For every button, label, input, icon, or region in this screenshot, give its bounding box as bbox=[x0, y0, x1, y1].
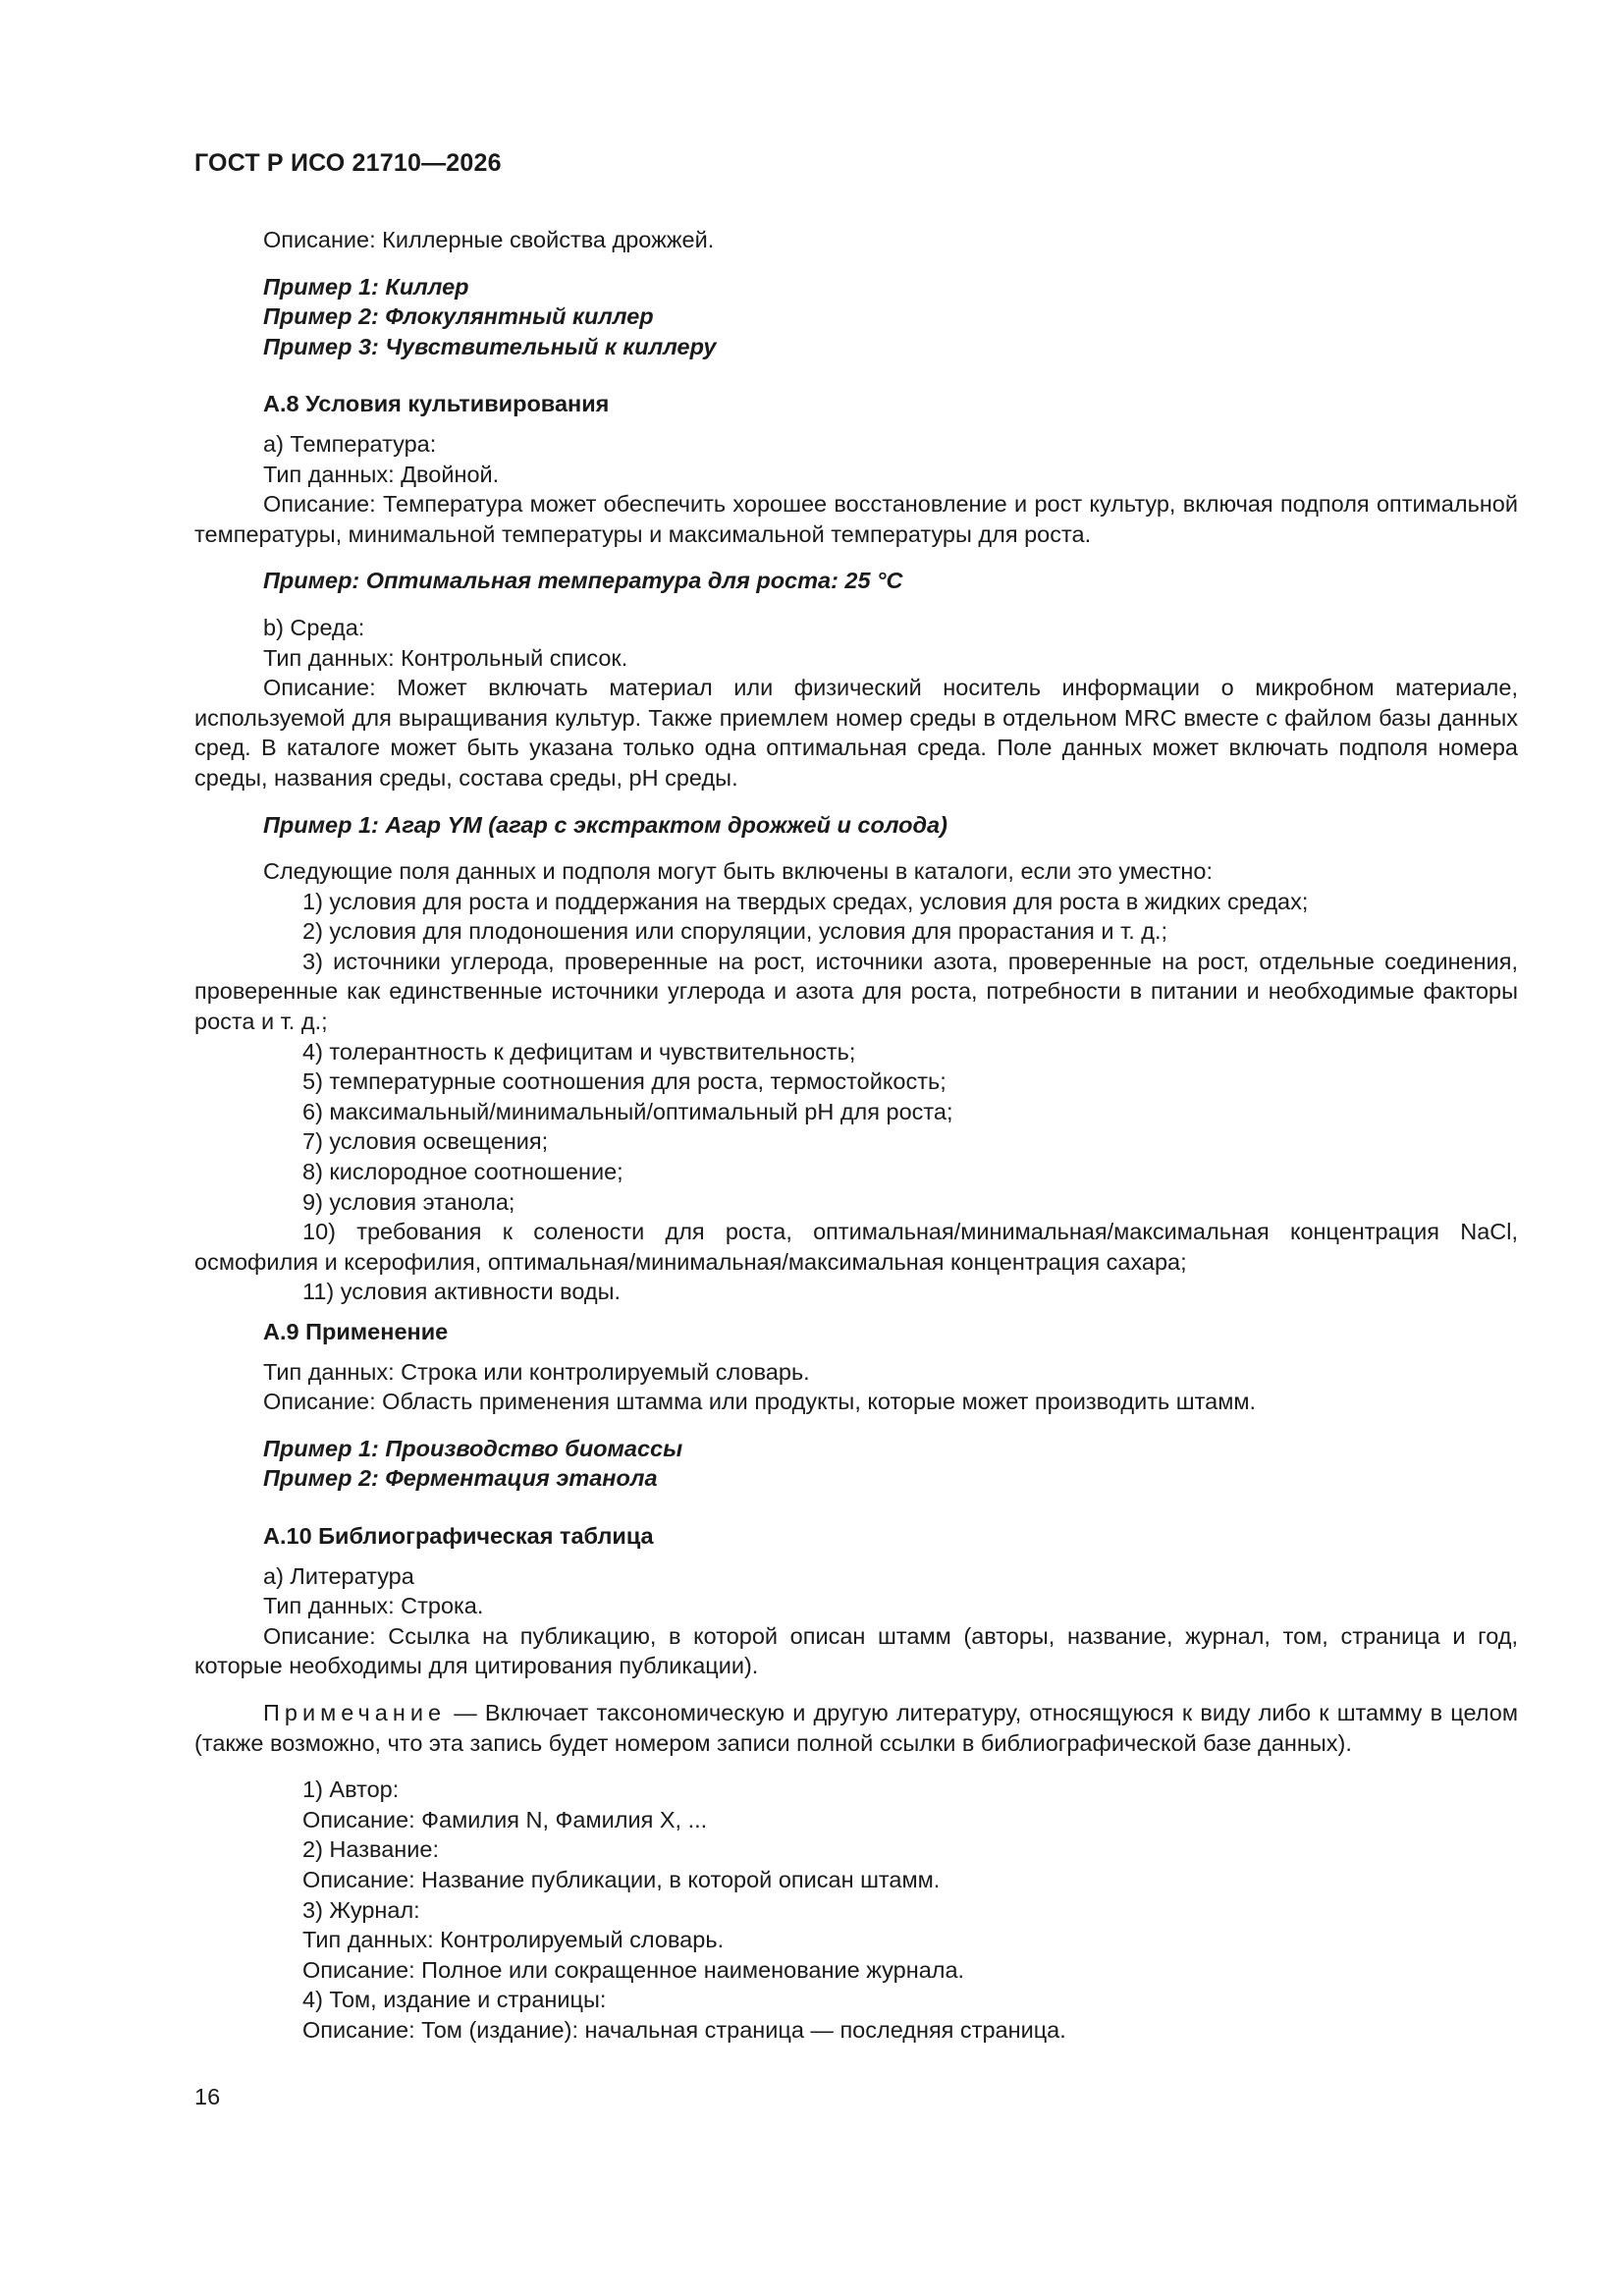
paragraph: Тип данных: Строка или контролируемый словарь. bbox=[263, 1358, 810, 1385]
section-heading: А.8 Условия культивирования bbox=[263, 391, 610, 417]
list-item: 4) толерантность к дефицитам и чувствительность; bbox=[302, 1038, 856, 1065]
example: Пример 1: Производство биомассы bbox=[263, 1435, 683, 1461]
section-heading: А.10 Библиографическая таблица bbox=[263, 1522, 654, 1549]
paragraph: Описание: Ссылка на публикацию, в которой описан штамм (авторы, название, журнал, том, страница и год, которые необходимы для цитирования публикации). bbox=[194, 1622, 1518, 1679]
list-item: 1) условия для роста и поддержания на твердых средах, условия для роста в жидких средах; bbox=[302, 888, 1309, 914]
paragraph: Описание: Может включать материал или физический носитель информации о микробном материале, используемой для выращивания культур. Также приемлем номер среды в отдельном MRC вместе с файлом базы данных сред. В каталоге может быть указана только одна оптимальная среда. Поле данных может включать подполя номера среды, названия среды, состава среды, pH среды. bbox=[194, 675, 1518, 791]
paragraph: Тип данных: Контрольный список. bbox=[263, 644, 628, 671]
paragraph: Описание: Киллерные свойства дрожжей. bbox=[263, 227, 715, 252]
sub-item: Описание: Фамилия N, Фамилия X, ... bbox=[302, 1806, 708, 1832]
sub-item: Тип данных: Контролируемый словарь. bbox=[302, 1927, 725, 1953]
sub-item: 3) Журнал: bbox=[302, 1896, 420, 1923]
paragraph: b) Среда: bbox=[263, 614, 365, 640]
paragraph: а) Температура: bbox=[263, 430, 437, 457]
list-item: 9) условия этанола; bbox=[302, 1188, 515, 1215]
sub-item: 4) Том, издание и страницы: bbox=[302, 1987, 607, 2013]
example: Пример 1: Агар YM (агар с экстрактом дрожжей и солода) bbox=[263, 811, 947, 838]
paragraph: а) Литература bbox=[263, 1562, 414, 1589]
list-item: 11) условия активности воды. bbox=[302, 1279, 622, 1305]
example: Пример 1: Киллер bbox=[263, 273, 469, 300]
sub-item: Описание: Название публикации, в которой описан штамм. bbox=[302, 1866, 941, 1892]
document-body bbox=[194, 225, 1518, 2045]
sub-item: Описание: Том (издание): начальная страница — последняя страница. bbox=[302, 2016, 1066, 2043]
example: Пример: Оптимальная температура для роста: 25 °С bbox=[263, 568, 903, 594]
paragraph: Описание: Температура может обеспечить хорошее восстановление и рост культур, включая подполя оптимальной температуры, минимальной температуры и максимальной температуры для роста. bbox=[194, 491, 1518, 547]
example: Пример 3: Чувствительный к киллеру bbox=[263, 333, 717, 359]
paragraph: Тип данных: Строка. bbox=[263, 1593, 484, 1619]
list-item: 7) условия освещения; bbox=[302, 1128, 549, 1155]
example: Пример 2: Ферментация этанола bbox=[263, 1465, 658, 1492]
note-label: Примечание bbox=[263, 1699, 447, 1725]
page-number: 16 bbox=[194, 2084, 221, 2109]
sub-item: 2) Название: bbox=[302, 1836, 439, 1863]
example: Пример 2: Флокулянтный киллер bbox=[263, 303, 654, 330]
sub-item: 1) Автор: bbox=[302, 1777, 400, 1803]
paragraph: Описание: Область применения штамма или продукты, которые может производить штамм. bbox=[263, 1389, 1257, 1415]
list-item: 6) максимальный/минимальный/оптимальный pH для роста; bbox=[302, 1098, 953, 1124]
list-item: 2) условия для плодоношения или споруляции, условия для прорастания и т. д.; bbox=[302, 918, 1168, 945]
sub-item: Описание: Полное или сокращенное наименование журнала. bbox=[302, 1956, 965, 1983]
section-heading: А.9 Применение bbox=[263, 1319, 449, 1344]
paragraph: Следующие поля данных и подполя могут быть включены в каталоги, если это уместно: bbox=[263, 858, 1214, 885]
list-item: 3) источники углерода, проверенные на рост, источники азота, проверенные на рост, отдельные соединения, проверенные как единственные источники углерода и азота для роста, потребности в питании и необходимые факторы роста и т. д.; bbox=[194, 948, 1518, 1035]
paragraph: Тип данных: Двойной. bbox=[263, 461, 500, 487]
list-item: 8) кислородное соотношение; bbox=[302, 1159, 623, 1185]
note bbox=[194, 1698, 1518, 1758]
note-text: — Включает таксономическую и другую литературу, относящуюся к виду либо к штамму в целом (также возможно, что эта запись будет номером записи полной ссылки в библиографической базе данных). bbox=[194, 1699, 1518, 1756]
list-item: 5) температурные соотношения для роста, термостойкость; bbox=[302, 1068, 947, 1095]
document-header: ГОСТ Р ИСО 21710—2026 bbox=[194, 149, 502, 177]
list-item: 10) требования к солености для роста, оптимальная/минимальная/максимальная концентрация NaCl, осмофилия и ксерофилия, оптимальная/минимальная/максимальная концентрация сахара; bbox=[194, 1219, 1518, 1275]
